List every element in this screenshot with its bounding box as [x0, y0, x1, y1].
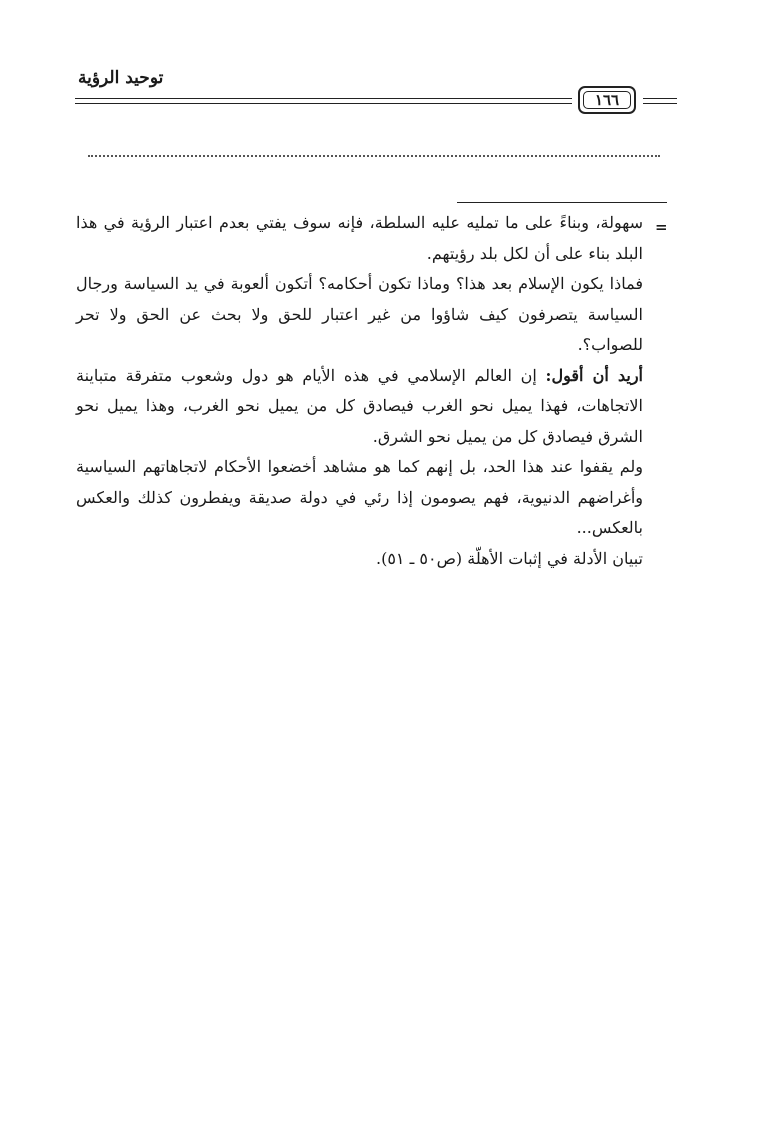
- footnote-paragraph-2: [76, 269, 643, 361]
- footnote-continuation-mark: =: [655, 218, 668, 236]
- paragraph-text: سهولة، وبناءً على ما تمليه عليه السلطة، فإنه سوف يفتي بعدم اعتبار الرؤية في هذا البلد بناء على أن لكل بلد رؤيتهم.: [76, 213, 643, 263]
- footnote-paragraph-1: [76, 208, 643, 269]
- paragraph-lead: أريد أن أقول:: [545, 365, 644, 385]
- paragraph-text: فماذا يكون الإسلام بعد هذا؟ وماذا تكون أحكامه؟ أتكون ألعوبة في يد السياسة ورجال السياسة يتصرفون كيف شاؤوا من غير اعتبار للحق ولا بحث عن الحق ولا تحر للصواب؟.: [76, 274, 643, 354]
- running-title: توحيد الرؤية: [78, 68, 164, 88]
- page-number: ١٦٦: [583, 91, 631, 109]
- footnote-paragraph-3: [76, 361, 643, 453]
- paragraph-text: ولم يقفوا عند هذا الحد، بل إنهم كما هو مشاهد أخضعوا الأحكام لاتجاهاتهم السياسية وأغراضهم الدنيوية، فهم يصومون إذا رئي في دولة صديقة ويفطرون كذلك والعكس بالعكس...: [76, 457, 643, 537]
- paragraph-text: إن العالم الإسلامي في هذه الأيام هو دول وشعوب متفرقة متباينة الاتجاهات، فهذا يميل نحو الغرب فيصادق كل من يميل نحو الغرب، وهذا يميل نحو الشرق فيصادق كل من يميل نحو الشرق.: [76, 365, 643, 446]
- footnote-paragraph-4: [76, 452, 643, 544]
- header-rule-right-upper: [643, 98, 677, 99]
- dotted-separator: [88, 155, 660, 157]
- header-rule-right-lower: [643, 103, 677, 104]
- header-rule-lower: [75, 103, 572, 104]
- footnote-citation: [76, 544, 643, 575]
- page-number-frame: [578, 86, 636, 114]
- header-rule-upper: [75, 98, 572, 99]
- citation-text: تبيان الأدلة في إثبات الأهلّة (ص٥٠ ـ ٥١).: [376, 548, 643, 568]
- footnote-rule: [457, 202, 667, 203]
- footnote-body: [76, 208, 643, 574]
